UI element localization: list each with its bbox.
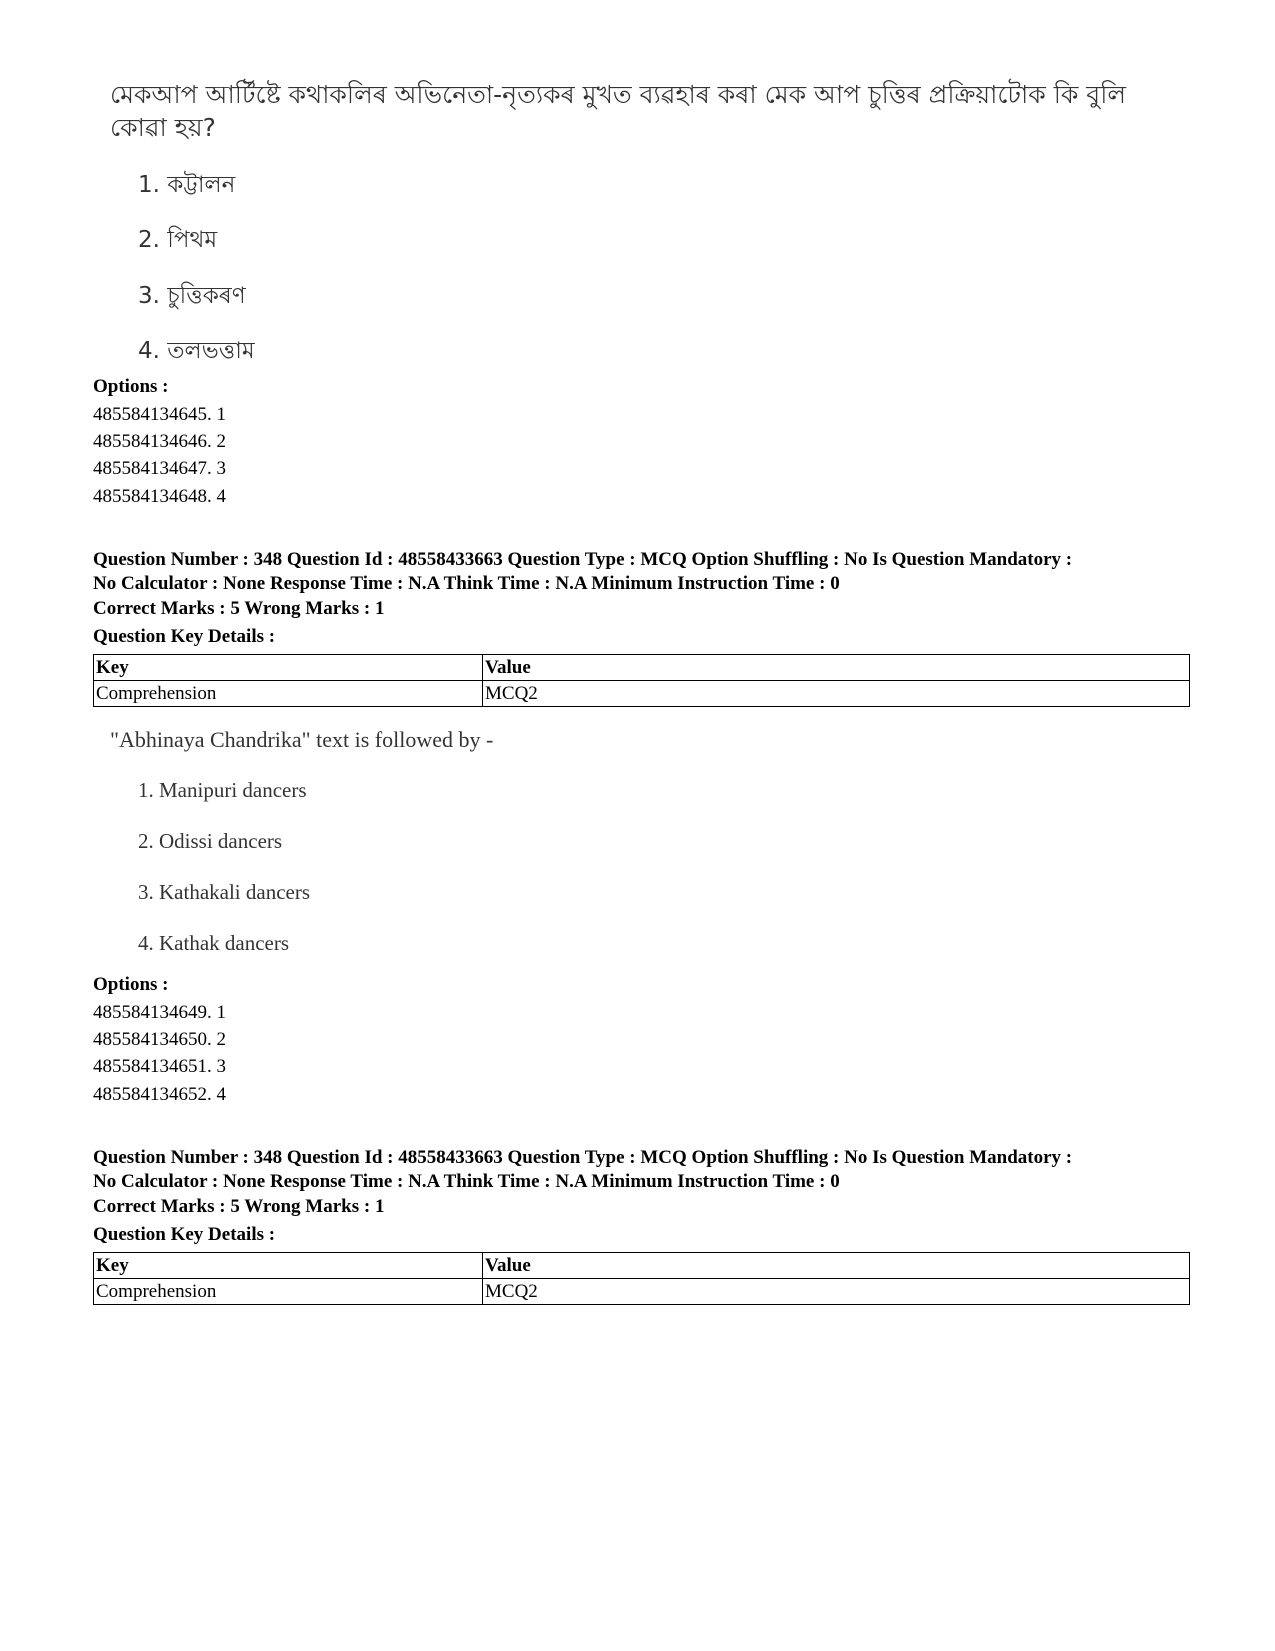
question-meta xyxy=(93,1146,1193,1194)
key-details-label: Question Key Details : xyxy=(93,626,276,647)
choice-item: 1. Manipuri dancers xyxy=(138,778,307,802)
choice-item: 1. কট্টালন xyxy=(138,172,236,198)
table-row xyxy=(94,681,1190,707)
table-cell-key: Comprehension xyxy=(94,1279,483,1305)
option-id: 485584134649. 1 xyxy=(93,1002,226,1023)
option-id: 485584134650. 2 xyxy=(93,1029,226,1050)
table-row xyxy=(94,1279,1190,1305)
choice-item: 2. Odissi dancers xyxy=(138,829,283,853)
table-header-key: Key xyxy=(94,1253,483,1279)
key-value-table xyxy=(93,654,1190,707)
question-meta-line: Question Number : 348 Question Id : 48558433663 Question Type : MCQ Option Shuffling : No Is Question Mandatory : xyxy=(93,549,1073,570)
table-header-row xyxy=(94,655,1190,681)
question-text: মেকআপ আৰ্টিষ্টে কথাকলিৰ অভিনেতা-নৃত্যকৰ মুখত ব্যৱহাৰ কৰা মেক আপ চুত্তিৰ প্ৰক্ৰিয়াটোক কি বুলি কোৱা হয়? xyxy=(110,80,1126,142)
choice-item: 4. তলভত্তাম xyxy=(138,338,255,364)
choice-item: 3. চুত্তিকৰণ xyxy=(138,283,246,309)
option-id: 485584134652. 4 xyxy=(93,1084,226,1105)
marks-line: Correct Marks : 5 Wrong Marks : 1 xyxy=(93,598,385,619)
table-header-key: Key xyxy=(94,655,483,681)
option-id: 485584134648. 4 xyxy=(93,486,226,507)
key-value-table xyxy=(93,1252,1190,1305)
choice-item: 2. পিথম xyxy=(138,227,218,253)
question-meta-line: No Calculator : None Response Time : N.A Think Time : N.A Minimum Instruction Time : 0 xyxy=(93,1171,840,1192)
options-label: Options : xyxy=(93,974,169,995)
choice-item: 3. Kathakali dancers xyxy=(138,880,311,904)
options-label: Options : xyxy=(93,376,169,397)
question-text: "Abhinaya Chandrika" text is followed by - xyxy=(110,727,494,752)
option-id: 485584134646. 2 xyxy=(93,431,226,452)
option-id: 485584134645. 1 xyxy=(93,404,226,425)
table-cell-value: MCQ2 xyxy=(483,1279,1190,1305)
question-meta-line: Question Number : 348 Question Id : 48558433663 Question Type : MCQ Option Shuffling : No Is Question Mandatory : xyxy=(93,1147,1073,1168)
table-cell-key: Comprehension xyxy=(94,681,483,707)
table-header-value: Value xyxy=(483,655,1190,681)
table-cell-value: MCQ2 xyxy=(483,681,1190,707)
choice-item: 4. Kathak dancers xyxy=(138,931,290,955)
question-meta-line: No Calculator : None Response Time : N.A Think Time : N.A Minimum Instruction Time : 0 xyxy=(93,573,840,594)
key-details-label: Question Key Details : xyxy=(93,1224,276,1245)
option-id: 485584134647. 3 xyxy=(93,458,226,479)
option-id: 485584134651. 3 xyxy=(93,1056,226,1077)
marks-line: Correct Marks : 5 Wrong Marks : 1 xyxy=(93,1196,385,1217)
table-header-value: Value xyxy=(483,1253,1190,1279)
question-meta xyxy=(93,548,1193,596)
table-header-row xyxy=(94,1253,1190,1279)
